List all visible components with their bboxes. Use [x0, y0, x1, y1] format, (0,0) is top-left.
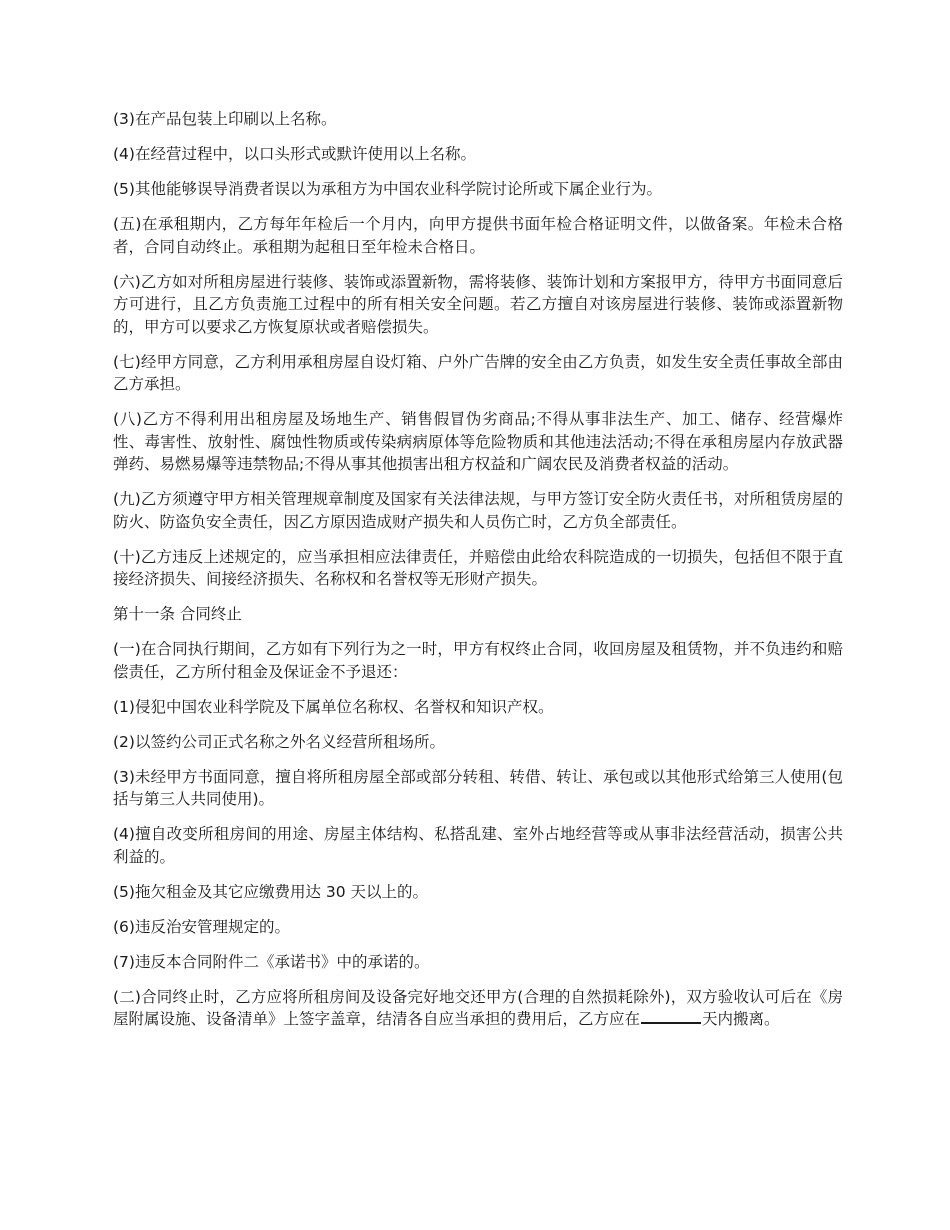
document-page: [113, 108, 843, 1043]
final-paragraph-text: (二)合同终止时，乙方应将所租房间及设备完好地交还甲方(合理的自然损耗除外)，双方验收认可后在《房屋附属设施、设备清单》上签字盖章，结清各自应当承担的费用后，乙方应在: [113, 987, 843, 1028]
termination-item-1: (1)侵犯中国农业科学院及下属单位名称权、名誉权和知识产权。: [113, 697, 554, 716]
paragraph-clause-7: (七)经甲方同意，乙方利用承租房屋自设灯箱、户外广告牌的安全由乙方负责，如发生安全责任事故全部由乙方承担。: [113, 352, 843, 393]
fill-in-blank: [641, 1008, 701, 1024]
paragraph-clause-9: (九)乙方须遵守甲方相关管理规章制度及国家有关法律法规，与甲方签订安全防火责任书，对所租赁房屋的防火、防盗负安全责任，因乙方原因造成财产损失和人员伤亡时，乙方负全部责任。: [113, 490, 843, 531]
termination-item-2: (2)以签约公司正式名称之外名义经营所租场所。: [113, 732, 445, 751]
final-paragraph-suffix: 天内搬离。: [702, 1010, 780, 1028]
paragraph-clause-6: (六)乙方如对所租房屋进行装修、装饰或添置新物，需将装修、装饰计划和方案报甲方，待甲方书面同意后方可进行，且乙方负责施工过程中的所有相关安全问题。若乙方擅自对该房屋进行装修、装饰或添置新物的，甲方可以要求乙方恢复原状或者赔偿损失。: [113, 272, 843, 336]
termination-clause-1: (一)在合同执行期间，乙方如有下列行为之一时，甲方有权终止合同，收回房屋及租赁物，并不负违约和赔偿责任，乙方所付租金及保证金不予退还：: [113, 640, 843, 681]
termination-item-4: (4)擅自改变所租房间的用途、房屋主体结构、私搭乱建、室外占地经营等或从事非法经营活动，损害公共利益的。: [113, 825, 843, 866]
termination-item-5: (5)拖欠租金及其它应缴费用达 30 天以上的。: [113, 882, 429, 901]
paragraph-clause-10: (十)乙方违反上述规定的，应当承担相应法律责任，并赔偿由此给农科院造成的一切损失，包括但不限于直接经济损失、间接经济损失、名称权和名誉权等无形财产损失。: [113, 547, 843, 588]
section-heading: 第十一条 合同终止: [113, 605, 242, 623]
termination-item-3: (3)未经甲方书面同意，擅自将所租房屋全部或部分转租、转借、转让、承包或以其他形式给第三人使用(包括与第三人共同使用)。: [113, 767, 843, 808]
paragraph-clause-8: (八)乙方不得利用出租房屋及场地生产、销售假冒伪劣商品;不得从事非法生产、加工、储存、经营爆炸性、毒害性、放射性、腐蚀性物质或传染病病原体等危险物质和其他违法活动;不得在承租房屋内存放武器弹药、易燃易爆等违禁物品;不得从事其他损害出租方权益和广阔农民及消费者权益的活动。: [113, 410, 843, 473]
termination-clause-2: [113, 986, 843, 1031]
paragraph-item-5: (5)其他能够误导消费者误以为承租方为中国农业科学院讨论所或下属企业行为。: [113, 180, 662, 198]
paragraph-item-4: (4)在经营过程中，以口头形式或默许使用以上名称。: [113, 145, 476, 163]
paragraph-item-3: (3)在产品包装上印刷以上名称。: [113, 110, 337, 128]
paragraph-clause-5: (五)在承租期内，乙方每年年检后一个月内，向甲方提供书面年检合格证明文件，以做备案。年检未合格者，合同自动终止。承租期为起租日至年检未合格日。: [113, 215, 843, 256]
termination-item-6: (6)违反治安管理规定的。: [113, 917, 290, 936]
termination-item-7: (7)违反本合同附件二《承诺书》中的承诺的。: [113, 952, 430, 971]
